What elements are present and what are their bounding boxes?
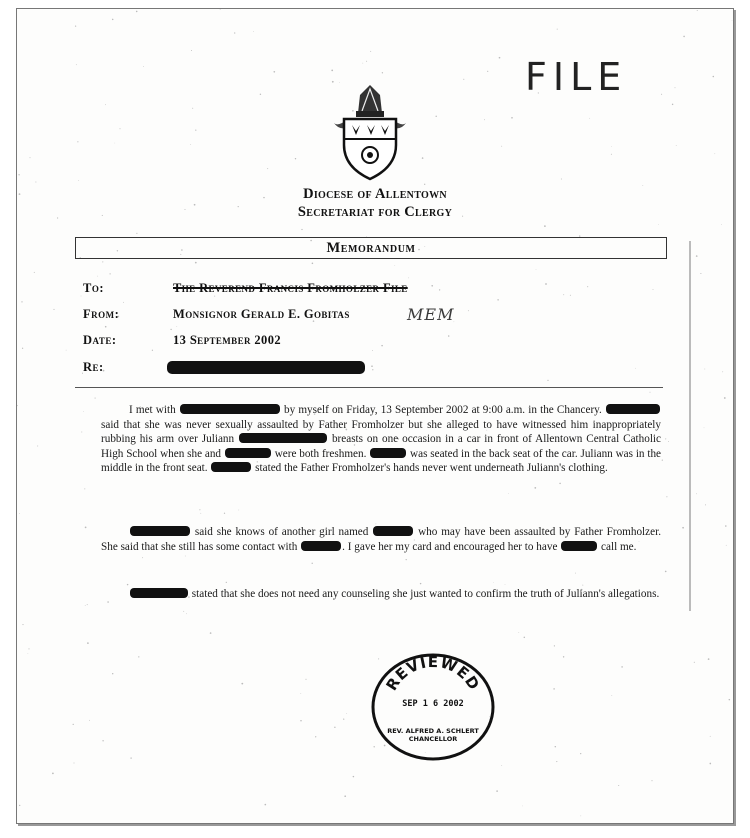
scan-speck — [729, 699, 731, 701]
scan-speck — [73, 724, 74, 725]
scan-speck — [675, 87, 676, 88]
scan-speck — [301, 229, 302, 230]
scan-speck — [18, 174, 19, 175]
scan-speck — [102, 261, 103, 262]
scan-speck — [439, 289, 440, 290]
scan-speck — [372, 350, 373, 351]
scan-speck — [295, 158, 296, 159]
scan-speck — [696, 255, 698, 257]
redaction — [370, 448, 406, 458]
scan-speck — [499, 57, 501, 59]
scan-speck — [353, 776, 354, 777]
scan-speck — [505, 584, 506, 585]
redaction — [373, 526, 413, 536]
redaction — [211, 462, 251, 472]
scan-speck — [435, 116, 436, 117]
scan-speck — [195, 130, 196, 131]
p1-text: said that she was never sexually assaulted by Father Fromholzer but she alleged to have witnessed him inappropriately rubbing his arm over Juliann — [101, 418, 661, 445]
scan-speck — [714, 153, 715, 154]
p1-text: was seated in the back seat of the car. Juliann was in the middle in the front seat. — [101, 447, 662, 474]
scan-speck — [265, 804, 267, 806]
scan-speck — [493, 582, 494, 583]
scan-speck — [176, 326, 177, 327]
scan-speck — [267, 168, 268, 169]
scan-speck — [312, 263, 314, 265]
letterhead-diocese: Diocese of Allentown — [303, 186, 447, 202]
scan-speck — [105, 104, 106, 105]
letterhead-secretariat: Secretariat for Clergy — [297, 204, 453, 220]
scan-speck — [705, 504, 706, 505]
to-label: To: — [83, 281, 105, 295]
redaction — [301, 541, 341, 551]
scan-speck — [370, 51, 371, 52]
handwritten-initials: MEM — [407, 305, 455, 324]
scan-speck — [570, 295, 571, 296]
p2-text: call me. — [601, 540, 637, 553]
scan-speck — [556, 761, 557, 762]
scan-speck — [732, 20, 733, 21]
scan-speck — [704, 427, 705, 428]
scan-speck — [120, 128, 121, 129]
scan-speck — [105, 326, 107, 328]
scan-speck — [273, 71, 275, 73]
p1-text: I met with — [129, 404, 176, 416]
scan-speck — [87, 642, 89, 644]
redaction-re — [167, 361, 365, 374]
scan-speck — [312, 563, 313, 564]
scan-speck — [381, 345, 383, 347]
scan-speck — [394, 265, 395, 266]
scan-speck — [234, 32, 235, 33]
scan-speck — [611, 695, 612, 696]
re-label: Re: — [83, 360, 104, 374]
scan-speck — [580, 816, 581, 817]
scan-speck — [587, 286, 588, 287]
scan-speck — [555, 746, 556, 747]
date-label: Date: — [83, 333, 117, 347]
scan-speck — [191, 50, 192, 51]
scan-speck — [344, 795, 346, 797]
scan-speck — [200, 513, 201, 514]
scan-speck — [406, 559, 407, 560]
scan-speck — [305, 679, 306, 680]
p2-text: said she knows of another girl named — [194, 526, 369, 538]
p2-text: . I gave her my card and encouraged her to have — [342, 540, 558, 553]
scan-speck — [580, 753, 581, 754]
scan-speck — [112, 19, 114, 21]
stamp-signer-title: CHANCELLOR — [408, 735, 458, 743]
scan-speck — [136, 11, 138, 13]
redaction — [561, 541, 597, 551]
scan-speck — [331, 70, 333, 72]
scan-speck — [81, 432, 82, 433]
file-stamp-label: FILE — [525, 55, 628, 99]
scan-speck — [241, 683, 243, 685]
p1-text: stated the Father Fromholzer's hands never went underneath Juliann's clothing. — [255, 462, 608, 474]
scan-speck — [37, 446, 38, 447]
scan-speck — [554, 645, 555, 646]
scan-speck — [372, 369, 373, 370]
scan-speck — [224, 513, 225, 514]
redaction — [180, 404, 280, 414]
scan-speck — [186, 613, 187, 614]
scan-speck — [260, 94, 261, 95]
redaction — [225, 448, 271, 458]
scan-speck — [115, 143, 116, 144]
scan-speck — [722, 371, 723, 372]
scan-speck — [17, 405, 18, 406]
scan-speck — [561, 178, 562, 179]
stamp-signer-name: REV. ALFRED A. SCHLERT — [387, 727, 479, 735]
scan-speck — [366, 61, 367, 62]
scan-speck — [87, 604, 88, 605]
redaction — [606, 404, 660, 414]
to-value: The Reverend Francis Fromholzer File — [173, 281, 408, 295]
scan-speck — [53, 309, 54, 310]
p1-text: were both freshmen. — [274, 447, 367, 460]
scan-speck — [704, 369, 705, 370]
scan-speck — [553, 688, 555, 690]
p1-text: breasts on one occasion in a car in front of Allentown Central Catholic High School when she and — [101, 433, 662, 460]
scan-speck — [136, 233, 137, 234]
p2-text: who may have been assaulted by Father Fromholzer. She said that she still has some contact with — [101, 526, 662, 553]
scan-speck — [726, 545, 727, 546]
scan-speck — [52, 773, 54, 775]
scan-speck — [77, 141, 78, 142]
scan-speck — [76, 64, 77, 65]
scan-speck — [557, 29, 558, 30]
scan-speck — [226, 582, 227, 583]
scan-speck — [544, 225, 546, 227]
scan-speck — [142, 557, 143, 558]
scan-speck — [668, 441, 669, 442]
scan-speck — [536, 269, 537, 270]
p3-text: stated that she does not need any counseling she just wanted to confirm the truth of Juliann's allegations. — [191, 588, 660, 600]
scan-speck — [420, 583, 421, 584]
scan-speck — [127, 584, 128, 585]
scan-speck — [183, 611, 184, 612]
scan-speck — [97, 276, 98, 277]
scan-speck — [672, 104, 673, 105]
scan-speck — [661, 94, 662, 95]
scan-speck — [21, 301, 22, 302]
scan-speck — [721, 224, 722, 225]
stamp-signer — [369, 727, 497, 743]
scan-speck — [635, 368, 636, 369]
stamp-reviewed-text: REVIEWED — [382, 652, 484, 694]
scan-speck — [315, 736, 316, 737]
scan-speck — [448, 335, 450, 337]
scan-speck — [496, 790, 498, 792]
scan-speck — [346, 713, 347, 714]
scan-speck — [697, 10, 698, 11]
scan-speck — [468, 310, 469, 311]
scan-speck — [102, 740, 103, 741]
scan-speck — [666, 496, 667, 497]
scan-speck — [724, 397, 726, 399]
scan-speck — [522, 806, 523, 807]
scan-speck — [708, 658, 710, 660]
right-margin-line — [689, 241, 691, 611]
scan-speck — [334, 727, 335, 728]
scan-speck — [66, 350, 67, 351]
scan-speck — [130, 757, 131, 758]
scan-speck — [575, 573, 576, 574]
body-paragraph-2 — [101, 525, 661, 554]
scan-speck — [85, 605, 86, 606]
scan-speck — [343, 718, 344, 719]
scan-speck — [653, 289, 654, 290]
scan-speck — [545, 283, 547, 285]
scan-speck — [253, 31, 254, 32]
scan-speck — [22, 624, 23, 625]
scan-speck — [563, 294, 564, 295]
p1-text: by myself on Friday, 13 September 2002 at 9:00 a.m. in the Chancery. — [284, 404, 602, 416]
scan-speck — [700, 273, 701, 274]
scan-speck — [589, 118, 590, 119]
scan-speck — [611, 146, 612, 147]
scan-speck — [710, 736, 711, 737]
scan-speck — [683, 36, 685, 38]
scan-speck — [190, 144, 191, 145]
scan-speck — [382, 72, 383, 73]
scan-speck — [238, 510, 239, 511]
scan-speck — [170, 329, 171, 330]
scan-speck — [123, 302, 124, 303]
scan-speck — [559, 483, 561, 485]
from-label: From: — [83, 307, 120, 321]
scan-speck — [110, 273, 111, 274]
scan-speck — [621, 666, 623, 668]
scan-speck — [35, 182, 36, 183]
scan-speck — [34, 272, 35, 273]
scan-speck — [709, 763, 711, 765]
from-value: Monsignor Gerald E. Gobitas — [173, 307, 350, 321]
scan-speck — [713, 76, 715, 78]
scan-speck — [362, 63, 363, 64]
scan-speck — [618, 785, 619, 786]
scan-speck — [682, 527, 684, 529]
scan-speck — [422, 157, 424, 159]
scan-speck — [662, 459, 663, 460]
scan-speck — [658, 224, 659, 225]
scan-speck — [501, 146, 502, 147]
scan-speck — [19, 805, 20, 806]
scan-speck — [28, 653, 29, 654]
reviewed-stamp — [369, 649, 497, 761]
scan-speck — [199, 509, 200, 510]
scan-speck — [484, 119, 485, 120]
scan-speck — [28, 648, 29, 649]
scan-speck — [192, 108, 193, 109]
scan-speck — [611, 154, 612, 155]
memo-title-box: Memorandum — [75, 237, 667, 259]
scan-speck — [300, 693, 301, 694]
stamp-date: SEP 1 6 2002 — [402, 699, 464, 709]
scan-speck — [563, 656, 564, 657]
scan-speck — [518, 632, 519, 633]
scan-speck — [89, 720, 90, 721]
scan-speck — [463, 79, 464, 80]
redaction — [239, 433, 327, 443]
scan-speck — [665, 571, 667, 573]
scan-speck — [497, 299, 498, 300]
memo-page — [16, 8, 734, 824]
scan-speck — [143, 66, 144, 67]
scan-speck — [408, 278, 409, 279]
scan-speck — [534, 487, 536, 489]
letterhead — [17, 185, 733, 221]
scan-speck — [78, 180, 79, 181]
scan-speck — [138, 656, 139, 657]
scan-speck — [501, 765, 502, 766]
scan-speck — [694, 662, 695, 663]
scan-speck — [524, 637, 525, 638]
redaction — [130, 526, 190, 536]
scan-speck — [508, 493, 509, 494]
scan-speck — [511, 117, 513, 119]
scan-speck — [696, 493, 697, 494]
scan-speck — [185, 556, 186, 557]
scan-speck — [83, 411, 84, 412]
scan-speck — [81, 296, 82, 297]
body-paragraph-3 — [101, 587, 661, 602]
scan-speck — [300, 720, 301, 721]
scan-speck — [84, 488, 85, 489]
scan-speck — [487, 71, 488, 72]
redaction — [130, 588, 188, 598]
scan-speck — [195, 262, 197, 264]
scan-speck — [547, 380, 548, 381]
scan-speck — [220, 9, 221, 10]
scan-speck — [665, 438, 666, 439]
date-value: 13 September 2002 — [173, 333, 282, 347]
scan-speck — [19, 513, 20, 514]
scan-speck — [650, 392, 651, 393]
scan-speck — [582, 585, 583, 586]
scan-speck — [30, 157, 31, 158]
scan-speck — [676, 145, 677, 146]
scan-speck — [371, 365, 373, 367]
scan-speck — [725, 525, 727, 527]
scan-speck — [75, 25, 76, 26]
scan-speck — [210, 632, 212, 634]
scan-speck — [431, 285, 433, 287]
scan-speck — [95, 398, 96, 399]
scan-speck — [651, 780, 652, 781]
scan-speck — [74, 763, 75, 764]
scan-speck — [152, 350, 153, 351]
scan-speck — [22, 348, 23, 349]
svg-text:REVIEWED — [382, 653, 483, 694]
scan-speck — [112, 673, 113, 674]
body-paragraph-1 — [101, 403, 661, 476]
scan-speck — [85, 527, 87, 529]
diocese-crest-icon — [330, 83, 410, 183]
header-rule — [75, 387, 663, 388]
